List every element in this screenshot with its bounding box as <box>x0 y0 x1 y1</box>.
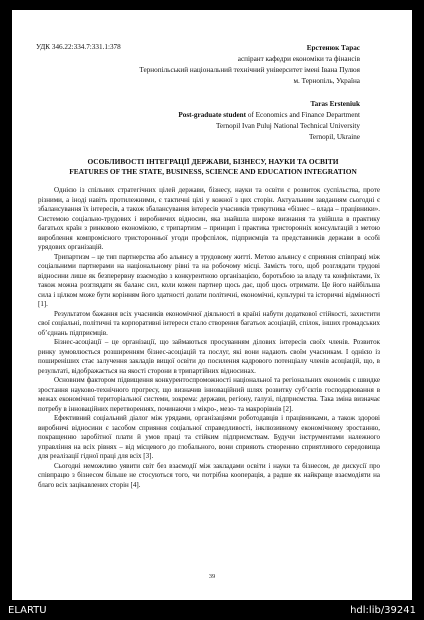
author-name-ua: Ерстенюк Тарас <box>306 44 360 52</box>
author-position-ua: аспірант кафедри економіки та фінансів <box>237 55 360 63</box>
author-block-en <box>178 99 360 143</box>
footer-left-label: ELARTU <box>8 605 47 616</box>
author-university-ua: Тернопільський національний технічний університет імені Івана Пулюя <box>139 66 360 74</box>
footer-handle-link[interactable]: hdl:lib/39241 <box>350 605 416 616</box>
title-en: FEATURES OF THE STATE, BUSINESS, SCIENCE AND EDUCATION INTEGRATION <box>69 166 357 176</box>
paragraph: Трипартизм – це тип партнерства або альянсу в трудовому житті. Метою альянсу є сприяння співпраці між соціальними партнерами на національному рівні та на робочому місці. Замість того, щоб розглядати трудові відносини лише як безперервну взаємодію з конкурентною організацією, боротьбою за владу та конфліктами, їх також можна розглядати як баланс сил, коли кожен партнер щось дає, щоб щось отримати. Це його найбільша сила і цілком може бути корінням його здатності долати політичні, економічні, культурні та історичні відмінності [1]. <box>38 252 380 308</box>
document-page <box>12 10 412 600</box>
page-number: 39 <box>208 573 216 580</box>
author-city-ua: м. Тернопіль, Україна <box>293 77 360 85</box>
paragraph: Основним фактором підвищення конкурентоспроможності національної та регіональних економік є швидке зростання науково-технічного прогресу, що визначив інноваційний шлях розвитку суб’єктів господарювання в межах економічної територіальної системи, зокрема: держави, регіону, галузі, підприємства. Така зміна визначає потребу в інноваційних перетвореннях, починаючи з мікро-, мезо- та макрорівнів [2]. <box>38 376 380 413</box>
paragraph: Однією із спільних стратегічних цілей держави, бізнесу, науки та освіти є розвиток суспільства, проте різними, а іноді навіть протилежними, є тактичні цілі у кожної з цих сторін. Актуальним завданням сьогодні є збалансування їх інтересів, а також збалансування інтересів учасників трикутника «бізнес – влада – працівники». Системою соціально-трудових і виробничих відносин, яка знайшла широке визнання та увійшла в практику багатьох країн з ринковою економікою, є трипартизм – принцип і практика тристоронніх консультацій з метою вироблення компромісного тристоронньої угоди профспілок, підприємців та представників держави в особі урядових організацій. <box>38 186 380 251</box>
article-titles <box>38 157 388 176</box>
paragraph: Ефективний соціальний діалог між урядами, організаціями роботодавців і працівниками, а також здорові виробничі відносини є засобом сприяння соціальної справедливості, інклюзивному економічному зростанню, покращенню заробітної плати й умов праці та стійким підприємствам. Будучи інструментами належного управління на всіх рівнях – від місцевого до глобального, вони сприяють створенню сприятливого середовища для реалізації гідної праці для всіх [3]. <box>38 414 380 460</box>
author-name-en: Taras Ersteniuk <box>310 100 360 108</box>
author-block-ua <box>139 43 360 87</box>
paragraph: Результатом бажання всіх учасників економічної діяльності в країні набути додаткової стійкості, захистити свої соціальні, політичні та корпоративні інтереси стало створення багатьох асоціацій, спілок, інших громадських об’єднань підприємців. <box>38 309 380 337</box>
article-body <box>38 186 380 490</box>
title-ua: ОСОБЛИВОСТІ ІНТЕГРАЦІЇ ДЕРЖАВИ, БІЗНЕСУ, НАУКИ ТА ОСВІТИ <box>87 157 339 166</box>
author-position-en-bold: Post-graduate student <box>178 111 247 119</box>
author-university-en: Ternopil Ivan Puluj National Technical University <box>216 122 360 130</box>
author-city-en: Ternopil, Ukraine <box>309 133 360 141</box>
udk-code: УДК 346.22:334.7:331.1:378 <box>36 43 121 51</box>
paragraph: Сьогодні неможливо уявити світ без взаємодії між закладами освіти і науки та бізнесом, де дискусії про співпрацю з бізнесом більше не стосуються того, чи потрібна кооперація, а радше як найкраще взаємодіяти на благо всіх зацікавлених сторін [4]. <box>38 461 380 489</box>
author-position-en-rest: of Economics and Finance Department <box>246 111 360 119</box>
repository-footer <box>0 600 424 620</box>
author-position-en <box>178 110 360 121</box>
paragraph: Бізнес-асоціації – це організації, що займаються просуванням ділових інтересів своїх членів. Розвиток ринку зумовлюється розширенням бізнес-асоціацій та послуг, які вони надають своїм учасникам. І однією із поширеніших стає залучення закладів вищої освіти до посилення кадрового потенціалу членів асоціацій, що, в результаті, відображається на якості сторони в трипартійних відносинах. <box>38 338 380 375</box>
